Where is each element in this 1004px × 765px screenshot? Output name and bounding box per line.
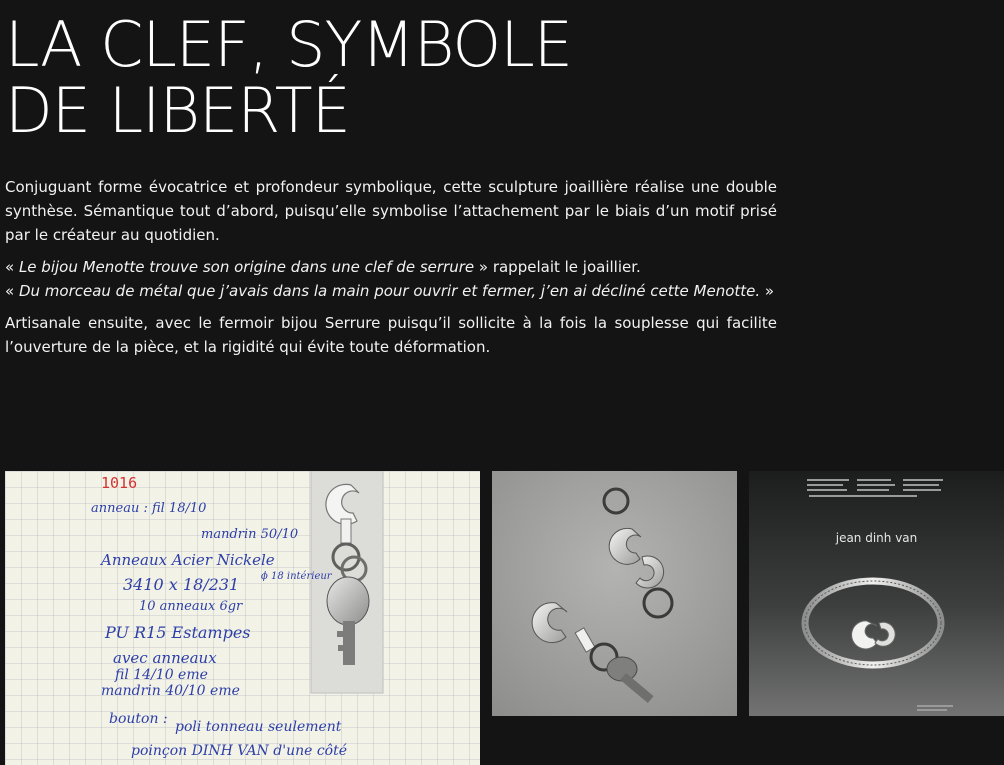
menotte-keyrings-photo — [492, 471, 737, 716]
quote-line-2: « Du morceau de métal que j’avais dans la main pour ouvrir et fermer, j’en ai décliné cette Menotte. » — [5, 282, 775, 300]
bracelet-advertisement-photo — [749, 471, 1004, 716]
intro-paragraph: Conjuguant forme évocatrice et profondeur symbolique, cette sculpture joaillière réalise une double synthèse. Sémantique tout d’abord, puisqu’elle symbolise l’attachement par le biais d’un motif prisé par le créateur au quotidien. — [5, 178, 777, 244]
title-line-1: LA CLEF, SYMBOLE — [5, 8, 572, 81]
keyrings-graphic — [492, 471, 737, 716]
quote-1-italic: Le bijou Menotte trouve son origine dans une clef de serrure — [18, 258, 475, 276]
handwritten-notebook-photo — [5, 471, 480, 765]
note-line: PU R15 Estampes — [105, 623, 251, 642]
page-title — [5, 8, 572, 147]
notebook-number: 1016 — [101, 474, 138, 492]
note-line: poinçon DINH VAN d'une côté — [131, 743, 348, 759]
quote-line-1: « Le bijou Menotte trouve son origine dans une clef de serrure » rappelait le joaillier. — [5, 258, 641, 276]
note-line: mandrin 40/10 eme — [101, 683, 240, 699]
note-line: anneau : fil 18/10 — [91, 501, 207, 516]
title-line-2: DE LIBERTÉ — [5, 74, 350, 147]
quotes-paragraph — [5, 255, 777, 303]
quote-2-italic: Du morceau de métal que j’avais dans la main pour ouvrir et fermer, j’en ai décliné cette Menotte. — [18, 282, 761, 300]
article-body — [5, 175, 777, 359]
bracelet-ad-graphic — [749, 471, 1004, 716]
note-line: bouton : — [109, 711, 168, 727]
note-line: 10 anneaux 6gr — [139, 599, 243, 614]
note-line: avec anneaux — [113, 649, 217, 667]
note-line: mandrin 50/10 — [201, 527, 299, 542]
note-line: ϕ 18 intérieur — [261, 571, 332, 582]
note-line: fil 14/10 eme — [115, 667, 208, 683]
ad-brand-name: jean dinh van — [835, 531, 918, 545]
note-line: Anneaux Acier Nickele — [101, 551, 275, 569]
closing-paragraph: Artisanale ensuite, avec le fermoir bijou Serrure puisqu’il sollicite à la fois la souplesse qui facilite l’ouverture de la pièce, et la rigidité qui évite toute déformation. — [5, 314, 777, 356]
note-line: 3410 x 18/231 — [123, 575, 240, 594]
note-line: poli tonneau seulement — [175, 719, 342, 735]
